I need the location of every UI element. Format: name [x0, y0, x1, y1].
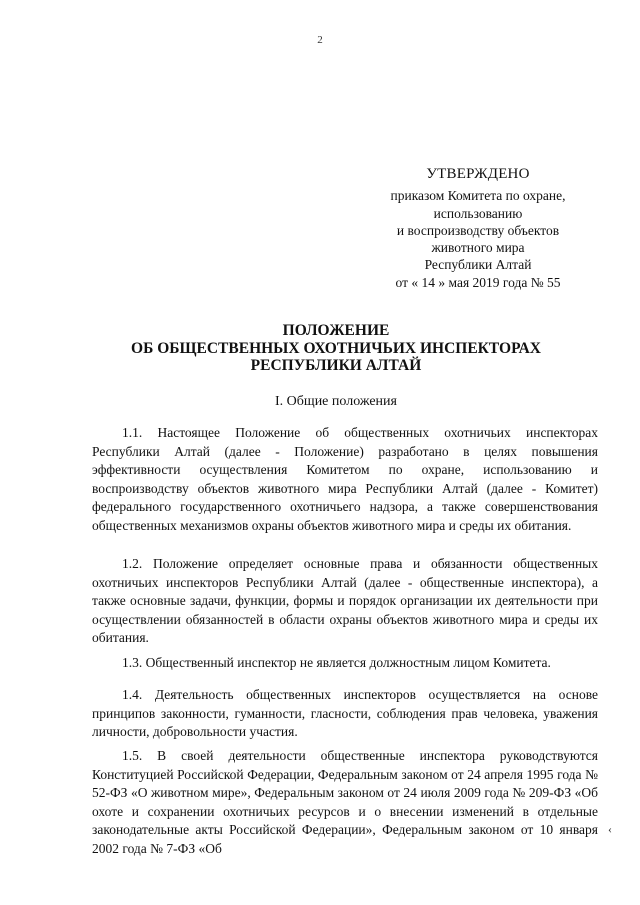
- approval-line: животного мира: [431, 240, 525, 256]
- approval-stamp-block: [360, 166, 596, 291]
- approval-heading: УТВЕРЖДЕНО: [426, 166, 530, 182]
- paragraph-1-3: 1.3. Общественный инспектор не является должностным лицом Комитета.: [122, 655, 551, 670]
- title-line-1: ПОЛОЖЕНИЕ: [282, 322, 390, 339]
- approval-date-line: от « 14 » мая 2019 года № 55: [395, 274, 561, 290]
- page-number: 2: [317, 34, 323, 46]
- title-line-3: РЕСПУБЛИКИ АЛТАЙ: [250, 357, 422, 374]
- approval-line: Республики Алтай: [424, 257, 532, 273]
- document-title: [60, 322, 612, 375]
- approval-line: использованию: [433, 205, 523, 221]
- section-heading: I. Общие положения: [275, 394, 397, 409]
- margin-mark: ‹: [608, 822, 612, 836]
- paragraph-1-5: 1.5. В своей деятельности общественные инспектора руководствуются Конституцией Российской Федерации, Федеральным законом от 24 апреля 1995 года № 52-ФЗ «О животном мире», Федеральным законом от 24 июля 2009 года № 209-ФЗ «Об охоте и сохранении охотничьих ресурсов и о внесении изменений в отдельные законодательные акты Российской Федерации», Федеральным законом от 10 января 2002 года № 7-ФЗ «Об: [92, 748, 598, 856]
- paragraph-1-4: 1.4. Деятельность общественных инспекторов осуществляется на основе принципов законности, гуманности, гласности, соблюдения прав человека, уважения личности, добровольности участия.: [92, 687, 598, 740]
- paragraph-1-2: 1.2. Положение определяет основные права и обязанности общественных охотничьих инспекторов Республики Алтай (далее - общественные инспектора), а также основные задачи, функции, формы и порядок организации их деятельности при осуществлении обязанностей в области охраны объектов животного мира и среды их обитания.: [92, 556, 598, 646]
- approval-line: и воспроизводству объектов: [396, 222, 560, 238]
- title-line-2: ОБ ОБЩЕСТВЕННЫХ ОХОТНИЧЬИХ ИНСПЕКТОРАХ: [131, 339, 541, 357]
- approval-line: приказом Комитета по охране,: [390, 188, 566, 204]
- paragraph-1-1: 1.1. Настоящее Положение об общественных охотничьих инспекторах Республики Алтай (далее - Положение) разработано в целях повышения эффективности осуществления Комитетом по охране, использованию и воспроизводству объектов животного мира Республики Алтай (далее - Комитет) федерального государственного охотничьего надзора, а также совершенствования общественных механизмов охраны объектов животного мира и среды их обитания.: [92, 425, 598, 533]
